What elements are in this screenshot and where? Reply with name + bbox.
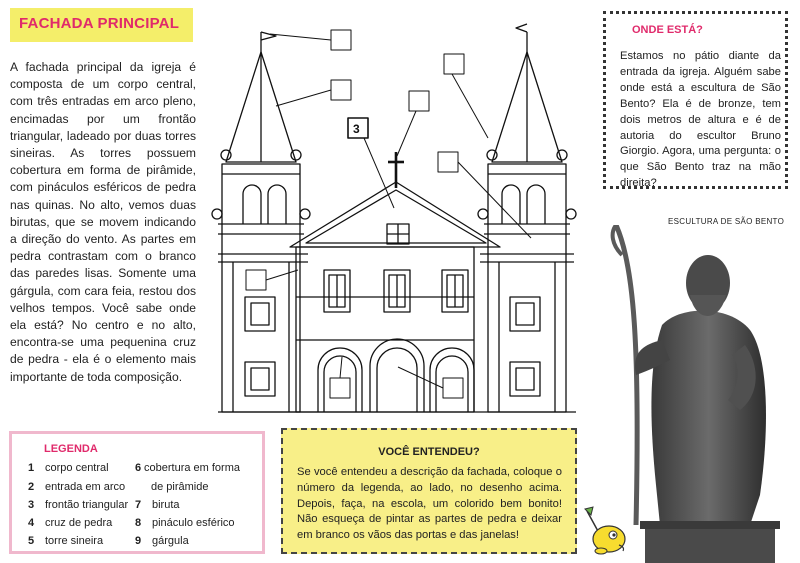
- page-title: FACHADA PRINCIPAL: [19, 15, 180, 32]
- legend-label: cruz de pedra: [45, 517, 113, 529]
- voce-entendeu-title: VOCÊ ENTENDEU?: [378, 446, 480, 458]
- arched-entrances-shape: [318, 339, 474, 412]
- legend-number: 8: [135, 517, 142, 529]
- pediment-shape: [290, 182, 500, 247]
- legend-number: 4: [28, 517, 35, 529]
- legend-number: 9: [135, 535, 142, 547]
- left-pyramid-roof-shape: [226, 32, 296, 162]
- legend-number: 6: [135, 462, 142, 474]
- legend-label: frontão triangular: [45, 499, 129, 511]
- intro-paragraph: A fachada principal da igreja é composta de um corpo central, com três entradas em arco pleno, encimadas por um frontão triangular, ladeado por duas torres sineiras. As torres possuem cobertura em forma de pirâmide, com pináculos esféricos de pedra nas quinas. No alto, vemos duas birutas, que se movem indicando a direção do vento. As partes em pedra contrastam com o branco das paredes lisas. Somente uma gárgula, com cara feia, restou dos velhos tempos. Você sabe onde ela está? No centro e no alto, encontra-se uma pequenina cruz de pedra - ela é o elemento mais importante de toda composição.: [10, 60, 196, 384]
- statue-caption: ESCULTURA DE SÃO BENTO: [668, 217, 785, 226]
- legend-label: cobertura em forma: [144, 462, 240, 474]
- legend-label: torre sineira: [45, 535, 104, 547]
- onde-esta-text: Estamos no pátio diante da entrada da igreja. Alguém sabe onde está a escultura de São Bento? Ela é de bronze, tem dois metros de altura e é de autoria do escultor Bruno Giorgio. Agora, uma pergunta: o que São Bento traz na mão direita?: [620, 50, 781, 190]
- legend-number: 5: [28, 535, 35, 547]
- legend-number: 3: [28, 499, 35, 511]
- legend-title: LEGENDA: [44, 443, 98, 455]
- church-facade-drawing: [198, 12, 590, 422]
- legend-number: 7: [135, 499, 142, 511]
- onde-esta-title: ONDE ESTÁ?: [632, 24, 703, 36]
- legend-number: 1: [28, 462, 35, 474]
- legend-number: 2: [28, 481, 35, 493]
- right-pyramid-roof-shape: [492, 24, 562, 162]
- right-tower-shape: [480, 164, 574, 412]
- mascot-illustration: [579, 505, 631, 557]
- legend-label: biruta: [152, 499, 180, 511]
- legend-label: gárgula: [152, 535, 189, 547]
- legend-label: corpo central: [45, 462, 109, 474]
- left-tower-shape: [218, 164, 308, 412]
- legend-label: pináculo esférico: [152, 517, 235, 529]
- voce-entendeu-text: Se você entendeu a descrição da fachada, coloque o número da legenda, ao lado, no desenho acima. Depois, faça, na escola, um colorido bem bonito! Não esqueça de pintar as partes de pedra e deixar em branco os vãos das portas e das janelas!: [297, 466, 562, 542]
- legend-label: de pirâmide: [151, 481, 209, 493]
- answer-box-label: 3: [353, 122, 360, 136]
- stone-cross-shape: [388, 152, 404, 188]
- legend-label: entrada em arco: [45, 481, 126, 493]
- central-body-shape: [296, 247, 474, 412]
